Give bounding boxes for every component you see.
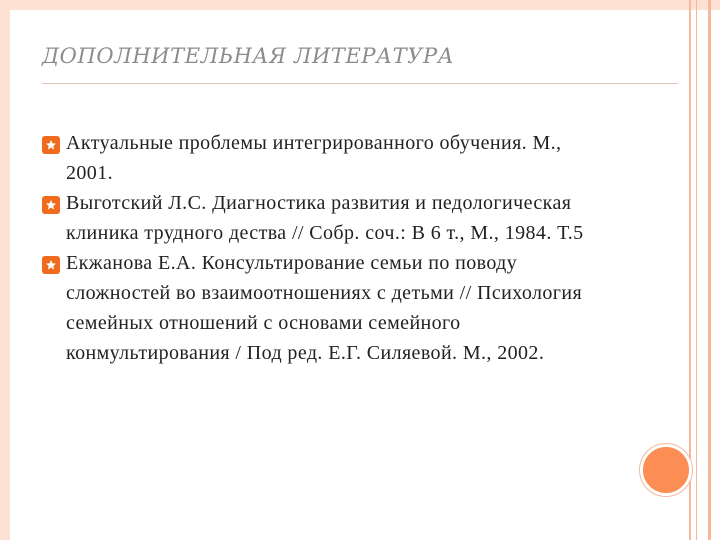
decorative-circle xyxy=(640,444,692,496)
star-icon xyxy=(42,136,60,154)
list-item xyxy=(42,248,602,368)
star-icon xyxy=(42,196,60,214)
list-item xyxy=(42,188,602,248)
bullet-text: Выготский Л.С. Диагностика развития и педологическая клиника трудного дества // Собр. соч.: В 6 т., М., 1984. Т.5 xyxy=(66,192,584,244)
decorative-rule xyxy=(696,0,697,540)
bullet-list xyxy=(42,128,602,368)
list-item xyxy=(42,128,602,188)
bullet-text: Екжанова Е.А. Консультирование семьи по поводу сложностей во взаимоотношениях с детьми // Психология семейных отношений с основами семейного конмультирования / Под ред. Е.Г. Силяевой. М., 2002. xyxy=(66,252,583,364)
star-icon xyxy=(42,256,60,274)
title-divider xyxy=(42,83,678,84)
decorative-rule xyxy=(708,0,711,540)
slide-title: ДОПОЛНИТЕЛЬНАЯ ЛИТЕРАТУРА xyxy=(42,44,455,68)
bullet-text: Актуальные проблемы интегрированного обучения. М., 2001. xyxy=(66,132,562,184)
